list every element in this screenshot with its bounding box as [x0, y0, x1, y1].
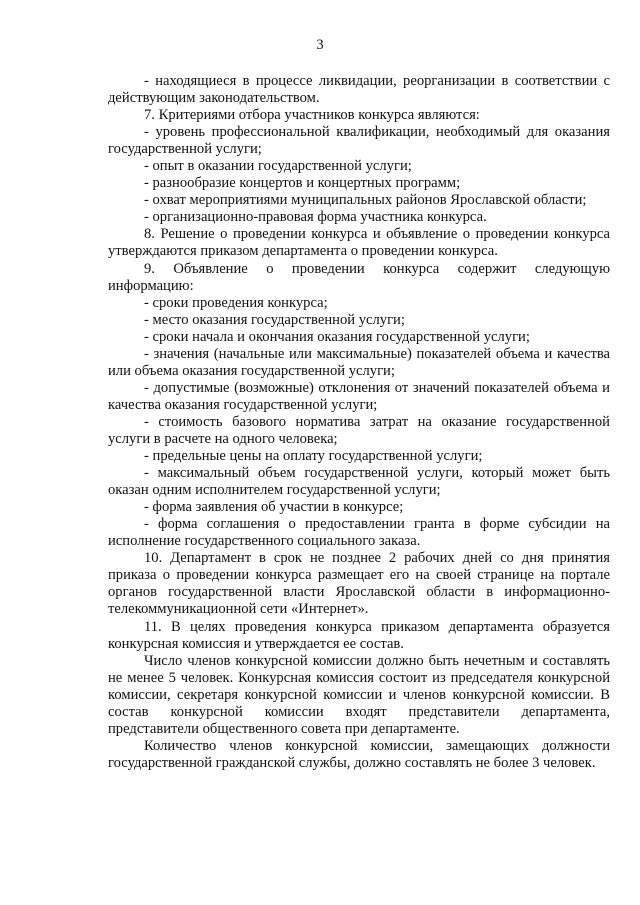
paragraph: 8. Решение о проведении конкурса и объявление о проведении конкурса утверждаются приказом департамента о проведении конкурса.	[108, 226, 610, 260]
paragraph: - форма соглашения о предоставлении гранта в форме субсидии на исполнение государственного социального заказа.	[108, 516, 610, 550]
paragraph: - место оказания государственной услуги;	[144, 311, 405, 328]
paragraph: - допустимые (возможные) отклонения от значений показателей объема и качества оказания государственной услуги;	[108, 379, 610, 413]
paragraph: - организационно-правовая форма участника конкурса.	[144, 209, 487, 226]
paragraph: - опыт в оказании государственной услуги;	[144, 158, 412, 175]
paragraph: - сроки начала и окончания оказания государственной услуги;	[144, 328, 530, 345]
document-body	[108, 73, 610, 772]
paragraph: - стоимость базового норматива затрат на оказание государственной услуги в расчете на одного человека;	[108, 413, 610, 447]
paragraph: 10. Департамент в срок не позднее 2 рабочих дней со дня принятия приказа о проведении конкурса размещает его на своей странице на портале органов государственной власти Ярославской области в информационно-телекоммуникационной сети «Интернет».	[108, 550, 610, 618]
paragraph: 11. В целях проведения конкурса приказом департамента образуется конкурсная комиссия и утверждается ее состав.	[108, 618, 610, 652]
paragraph: - максимальный объем государственной услуги, который может быть оказан одним исполнителем государственной услуги;	[108, 465, 610, 499]
paragraph: Количество членов конкурсной комиссии, замещающих должности государственной гражданской службы, должно составлять не более 3 человек.	[108, 737, 610, 771]
paragraph: - охват мероприятиями муниципальных районов Ярославской области;	[144, 192, 587, 209]
paragraph: Число членов конкурсной комиссии должно быть нечетным и составлять не менее 5 человек. Конкурсная комиссия состоит из председателя конкурсной комиссии, секретаря конкурсной комиссии и членов конкурсной комиссии. В состав конкурсной комиссии входят представители департамента, представители общественного совета при департаменте.	[108, 652, 610, 737]
page-number: 3	[316, 37, 324, 53]
paragraph: - уровень профессиональной квалификации, необходимый для оказания государственной услуги;	[108, 124, 610, 158]
paragraph: - разнообразие концертов и концертных программ;	[144, 175, 461, 192]
paragraph: - значения (начальные или максимальные) показателей объема и качества или объема оказания государственной услуги;	[108, 345, 610, 379]
paragraph: - форма заявления об участии в конкурсе;	[144, 499, 404, 516]
paragraph: - находящиеся в процессе ликвидации, реорганизации в соответствии с действующим законодательством.	[108, 73, 610, 107]
paragraph: 9. Объявление о проведении конкурса содержит следующую информацию:	[108, 260, 610, 294]
paragraph: - сроки проведения конкурса;	[144, 294, 328, 311]
paragraph: - предельные цены на оплату государственной услуги;	[144, 448, 483, 465]
paragraph: 7. Критериями отбора участников конкурса являются:	[144, 107, 480, 124]
